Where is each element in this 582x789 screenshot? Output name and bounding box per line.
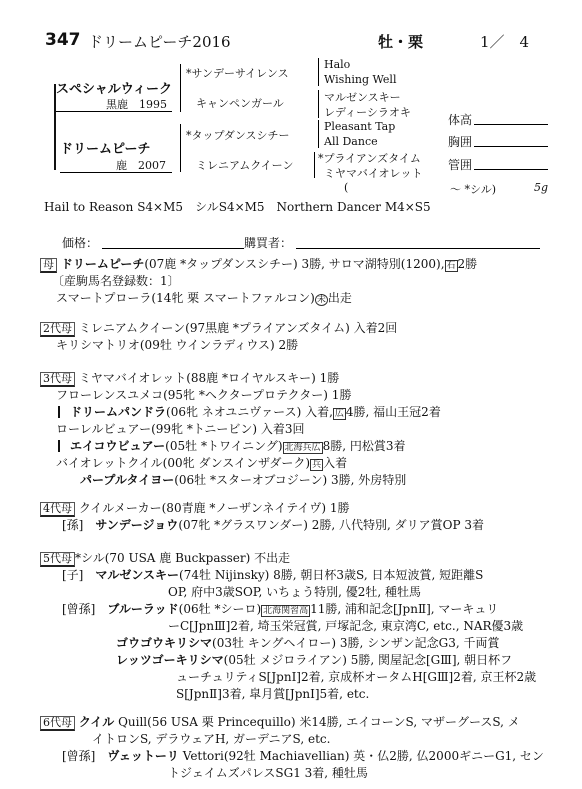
gen3-line-4: ローレルビュアー(99牝 *トニービン) 入着3回: [56, 422, 305, 436]
price-label: 価格：: [62, 236, 99, 250]
gen1-bracket: [54, 84, 56, 170]
dam-info: 鹿 2007: [116, 159, 166, 172]
gen5-c4: [40, 652, 536, 669]
gen3-l5-tail: 8勝, 円松賞3着: [322, 439, 406, 453]
gen4-line-2: [40, 517, 484, 534]
gen5-c1-name: マルゼンスキー: [95, 568, 180, 582]
ds-name: *タップダンスシチー: [186, 129, 290, 142]
buyer-label: 購買者：: [244, 236, 293, 250]
gen3-line-5: [40, 438, 441, 455]
gen5-c1-text: (74牡 Nijinsky) 8勝, 朝日杯3歳S, 日本短波賞, 短距離S: [179, 568, 484, 582]
gen3-l5-name: エイコウビュアー: [70, 439, 166, 453]
gen3-l5-text: (05牡 *トワイニング): [165, 439, 283, 453]
chest-label: 胸囲: [448, 135, 473, 149]
gen3-tag: 3代母: [40, 372, 75, 387]
gen6-c1-cont: トジェイムズパレスSG1 3着, 種牡馬: [168, 766, 368, 780]
dam-line-1: [40, 256, 477, 273]
gen4-line-1: [40, 500, 484, 517]
gen6-section: [40, 714, 544, 782]
dam-tag: 母: [40, 258, 57, 273]
gen6-line-1: [40, 714, 544, 731]
dss-name: Pleasant Tap: [324, 120, 396, 133]
gen3-l3-tail: 4勝, 福山王冠2着: [345, 405, 441, 419]
gen3-bracket-4: [314, 152, 315, 178]
height-label: 体高: [448, 113, 473, 127]
gen5-c3: [40, 635, 536, 652]
sire-info: 黒鹿 1995: [106, 98, 167, 111]
gen3-l3-name: ドリームパンドラ: [70, 405, 167, 419]
region-badge: 石: [446, 261, 456, 271]
gen4-l2-name: サンデージョウ: [95, 518, 179, 532]
dam-record-text: (07鹿 *タップダンスシチー) 3勝, サロマ湖特別(1200),: [144, 257, 445, 271]
weight-suffix: 5g: [534, 181, 549, 194]
gen2-section: [40, 320, 397, 354]
gen5-c4-cont-2: S[JpnⅡ]3着, 皐月賞[JpnⅠ]5着, etc.: [176, 687, 370, 701]
gen6-c1-name: ヴェットーリ: [107, 749, 179, 763]
gen3-line-3: [40, 404, 441, 421]
gen5-section: [40, 550, 536, 703]
relation-tag: [子]: [62, 568, 84, 582]
ddd-name: ミヤマバイオレット: [324, 167, 423, 180]
gen4-l2-text: (07牝 *グラスワンダー) 2勝, 八代特別, ダリア賞OP 3着: [178, 518, 484, 532]
gen3-line-7: [40, 472, 441, 489]
gen3-line-6: [40, 455, 441, 472]
relation-tag: [曾孫]: [62, 602, 96, 616]
gen5-c1-cont: OP, 府中3歳SOP, いちょう特別, 優2牡, 種牡馬: [168, 585, 421, 599]
gen4-tag: 4代母: [40, 502, 75, 517]
gen5-c1: [40, 567, 536, 584]
pedigree-paren: (: [344, 181, 349, 194]
gen6-tag: 6代母: [40, 716, 75, 731]
gen3-l6-tail: 入着: [323, 456, 348, 470]
buyer-blank: [296, 248, 540, 249]
gen5-line-1: [40, 550, 536, 567]
dam-section: [40, 256, 477, 309]
dds-name: *プライアンズタイム: [318, 152, 421, 165]
gen5-c3-text: (03牡 キングヘイロー) 3勝, シンザン記念G3, 千両賞: [212, 636, 500, 650]
gen2-bracket-top: [180, 64, 181, 112]
gen3-bracket-2: [318, 90, 319, 118]
tree-connector: [58, 406, 60, 418]
gen2-tag: 2代母: [40, 322, 75, 337]
dsd-name: All Dance: [324, 135, 378, 148]
chest-blank: [474, 146, 548, 147]
gen5-c4-cont-1: ューチュリティS[JpnⅠ]2着, 京成杯オータムH[GⅢ]2着, 京王杯2歳: [176, 670, 537, 684]
gen2-record: ミレニアムクイーン(97黒鹿 *プライアンズタイム) 入着2回: [78, 321, 398, 335]
gen3-l3-text: (06牝 ネオユニヴァース) 入着,: [166, 405, 333, 419]
cannon-label: 管囲: [448, 158, 473, 172]
sdd-name: レディーシラオキ: [324, 106, 411, 119]
foal-record: スマートプローラ(14牝 栗 スマートファルコン): [56, 291, 315, 305]
gen3-line-1: [40, 370, 441, 387]
gen4-section: [40, 500, 484, 534]
gen5-c4-text: (05牡 メジロライアン) 5勝, 関屋記念[GⅢ], 朝日杯フ: [223, 653, 513, 667]
gen3-section: [40, 370, 441, 489]
gen2-bracket-bottom: [180, 124, 181, 172]
sss-name: Halo: [324, 58, 351, 71]
gen5-c2-cont: ーC[JpnⅢ]2着, 埼玉栄冠賞, 戸塚記念, 東京湾C, etc., NAR優3歳: [168, 619, 524, 633]
dd-name: ミレニアムクイーン: [196, 159, 294, 172]
height-blank: [474, 124, 548, 125]
dam-underline: [60, 172, 172, 173]
dam-name: ドリームピーチ: [60, 142, 151, 157]
price-blank: [102, 248, 244, 249]
lot-number: 347: [45, 30, 81, 50]
gen4-record: クイルメーカー(80青鹿 *ノーザンネイテイヴ) 1勝: [78, 501, 350, 515]
gen5-c2-text: (06牡 *シーロ): [178, 602, 262, 616]
dam-record-name: ドリームピーチ: [60, 257, 145, 271]
pedigree-paren-end: ～ *シル): [450, 183, 497, 196]
gen6-line-2: イトロンS, デラウェアH, ガーデニアS, etc.: [92, 732, 331, 746]
gen5-c2-name: ブルーラッド: [107, 602, 179, 616]
gen3-line-2: フローレンスユメコ(95牝 *ヘクタープロテクター) 1勝: [56, 388, 352, 402]
gen6-c1-text: Vettori(92牡 Machiavellian) 英・仏2勝, 仏2000ギニーG1, セン: [182, 749, 544, 763]
relation-tag: [曾孫]: [62, 749, 96, 763]
gen5-c4-name: レッツゴーキリシマ: [116, 653, 224, 667]
gen5-c3-name: ゴウゴウキリシマ: [116, 636, 213, 650]
sire-name: スペシャルウィーク: [56, 82, 172, 97]
gen3-l7-name: パープルタイヨー: [80, 473, 175, 487]
gen2-line-1: [40, 320, 397, 337]
tree-connector: [58, 440, 60, 452]
gen6-c1: [40, 748, 544, 765]
gen2-line-2: キリシマトリオ(09牡 ウインラディウス) 2勝: [56, 338, 299, 352]
gen3-bracket-1: [318, 58, 319, 86]
gen5-c2: [40, 601, 536, 618]
sex-color: 牡・栗: [378, 33, 424, 51]
gen3-l7-text: (06牡 *スターオブコジーン) 3勝, 外房特別: [174, 473, 407, 487]
region-badge: 北海兵広: [284, 443, 321, 453]
sds-name: マルゼンスキー: [324, 91, 401, 104]
region-badge: 北海関習高: [263, 606, 309, 616]
ssd-name: Wishing Well: [324, 73, 397, 86]
dam-line-2: 〔産駒馬名登録数：1〕: [52, 274, 180, 288]
gen3-record: ミヤマバイオレット(88鹿 *ロイヤルスキー) 1勝: [78, 371, 340, 385]
sd-name: キャンペンガール: [196, 97, 284, 110]
region-badge: 広: [334, 409, 344, 419]
inbreed-line: Hail to Reason S4×M5 シルS4×M5 Northern Dancer M4×S5: [44, 200, 431, 214]
dam-record-tail: 2勝: [457, 257, 478, 271]
foal-record-tail: 出走: [327, 291, 352, 305]
cannon-blank: [474, 169, 548, 170]
region-badge: 兵: [312, 460, 322, 470]
gen6-name: クイル: [78, 715, 115, 729]
gen3-l6-text: バイオレットクイル(00牝 ダンスインザダーク): [56, 456, 311, 470]
gen5-record: *シル(70 USA 鹿 Buckpasser) 不出走: [75, 551, 291, 565]
ss-name: *サンデーサイレンス: [186, 67, 289, 80]
relation-tag: [孫]: [62, 518, 84, 532]
gen5-tag: 5代母: [40, 552, 75, 567]
page-indicator: 1／ 4: [480, 33, 530, 51]
horse-title: ドリームピーチ2016: [88, 33, 231, 51]
gen6-record: Quill(56 USA 栗 Princequillo) 米14勝, エイコーンS, マザーグースS, メ: [118, 715, 520, 729]
dam-line-3: [40, 290, 477, 309]
gen3-bracket-3: [318, 120, 319, 148]
gen5-c2-tail: 11勝, 浦和記念[JpnⅡ], マーキュリ: [310, 602, 499, 616]
unraced-badge: 未: [316, 295, 326, 305]
sire-underline: [56, 111, 172, 112]
